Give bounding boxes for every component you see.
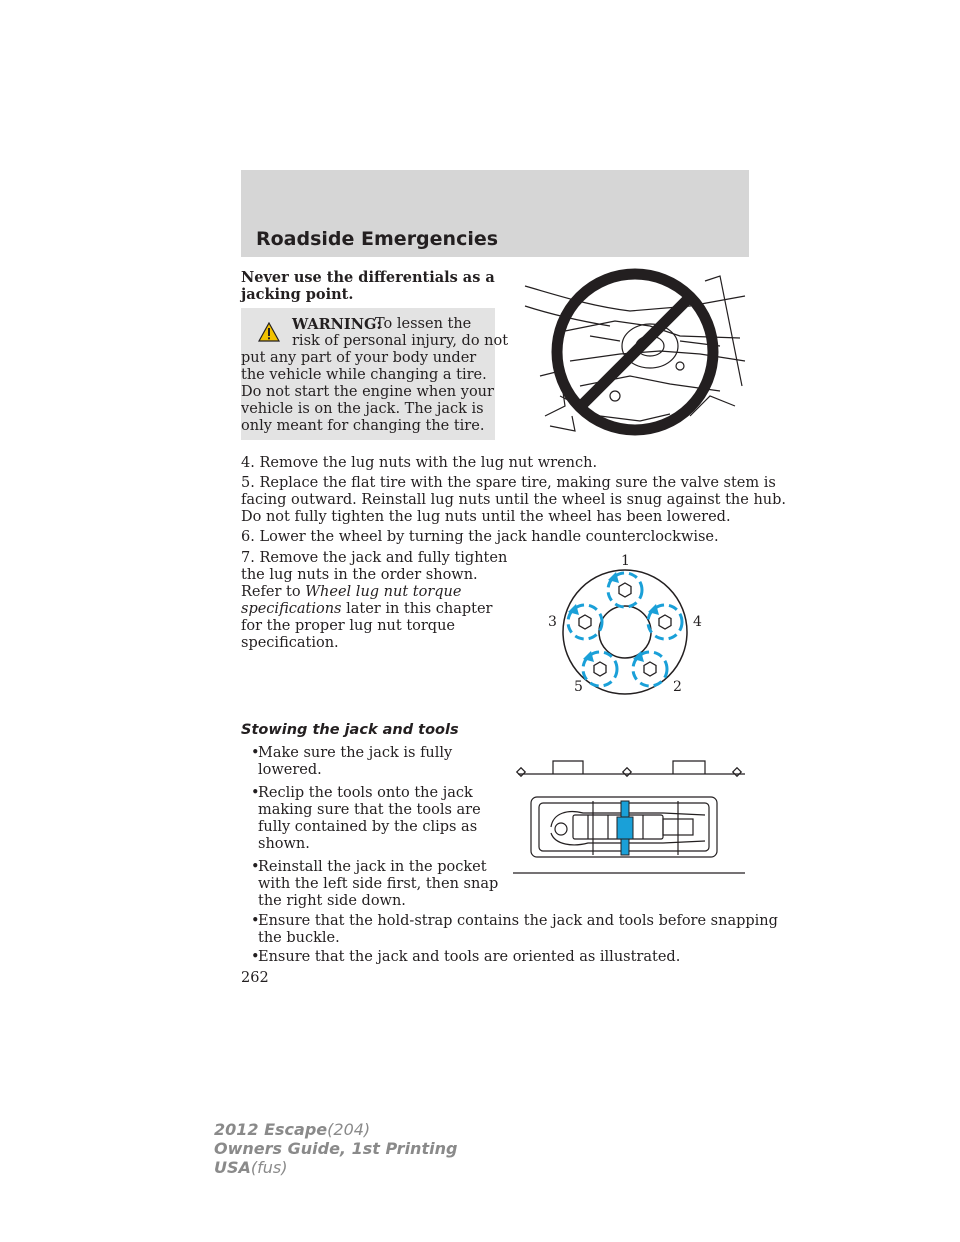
lug-label-1: 1 xyxy=(621,553,630,569)
no-differential-jacking-illustration xyxy=(520,266,750,438)
warning-line: risk of personal injury, do not xyxy=(292,333,509,349)
section-heading: Stowing the jack and tools xyxy=(241,722,459,738)
bullet-line: lowered. xyxy=(258,762,322,778)
step-6: 6. Lower the wheel by turning the jack handle counterclockwise. xyxy=(241,529,719,545)
footer-line-2: Owners Guide, 1st Printing xyxy=(214,1139,458,1158)
bullet-line: Reinstall the jack in the pocket xyxy=(258,859,487,875)
step-5-line: 5. Replace the flat tire with the spare tire, making sure the valve stem is xyxy=(241,475,776,491)
warning-line: vehicle is on the jack. The jack is xyxy=(241,401,484,417)
bullet-line: making sure that the tools are xyxy=(258,802,481,818)
lug-label-4: 4 xyxy=(693,614,702,630)
warning-line: the vehicle while changing a tire. xyxy=(241,367,487,383)
warning-line: put any part of your body under xyxy=(241,350,477,366)
bullet-symbol: • xyxy=(251,859,260,875)
reference-link-text: Wheel lug nut torque xyxy=(305,584,462,600)
bullet-symbol: • xyxy=(251,785,260,801)
step-7-line: the lug nuts in the order shown. xyxy=(241,567,478,583)
bullet-line: Reclip the tools onto the jack xyxy=(258,785,473,801)
warning-line: Do not start the engine when your xyxy=(241,384,494,400)
page-number: 262 xyxy=(241,970,269,986)
refer-suffix: later in this chapter xyxy=(346,601,493,617)
bullet-symbol: • xyxy=(251,913,260,929)
page-title: Roadside Emergencies xyxy=(256,228,499,250)
intro-line-2: jacking point. xyxy=(241,286,354,303)
reference-link-text: specifications xyxy=(241,601,342,617)
step-7-line xyxy=(241,601,493,618)
warning-label: WARNING: xyxy=(292,316,382,333)
footer-model: 2012 Escape xyxy=(214,1120,328,1139)
bullet-line: fully contained by the clips as xyxy=(258,819,478,835)
bullet-line: the buckle. xyxy=(258,930,340,946)
footer-market-code: (fus) xyxy=(250,1158,288,1177)
warning-line: To lessen the xyxy=(375,316,472,332)
warning-box xyxy=(241,308,509,440)
footer-code: (204) xyxy=(327,1120,371,1139)
step-4: 4. Remove the lug nuts with the lug nut wrench. xyxy=(241,455,598,471)
bullet-line: Ensure that the hold-strap contains the jack and tools before snapping xyxy=(258,913,778,929)
step-5-line: Do not fully tighten the lug nuts until the wheel has been lowered. xyxy=(241,509,731,525)
bullet-line: shown. xyxy=(258,836,310,852)
bullet-line: Make sure the jack is fully xyxy=(258,745,453,761)
step-7-line: specification. xyxy=(241,635,339,651)
footer-line-1 xyxy=(214,1120,370,1139)
footer-line-3 xyxy=(214,1158,288,1177)
jack-stowage-illustration xyxy=(513,757,749,877)
lug-label-3: 3 xyxy=(548,614,557,630)
lug-label-2: 2 xyxy=(673,679,682,695)
step-7-line xyxy=(241,584,461,601)
intro-line-1: Never use the differentials as a xyxy=(241,269,495,286)
lug-label-5: 5 xyxy=(574,679,583,695)
bullet-symbol: • xyxy=(251,745,260,761)
step-7-line: 7. Remove the jack and fully tighten xyxy=(241,550,508,566)
bullet-line: the right side down. xyxy=(258,893,406,909)
warning-triangle-icon xyxy=(258,322,280,342)
step-7-line: for the proper lug nut torque xyxy=(241,618,456,634)
warning-line: only meant for changing the tire. xyxy=(241,418,485,434)
footer-market: USA xyxy=(214,1158,251,1177)
bullet-line: Ensure that the jack and tools are oriented as illustrated. xyxy=(258,949,681,965)
bullet-line: with the left side first, then snap xyxy=(258,876,499,892)
refer-prefix: Refer to xyxy=(241,584,301,600)
step-5-line: facing outward. Reinstall lug nuts until the wheel is snug against the hub. xyxy=(241,492,787,508)
bullet-symbol: • xyxy=(251,949,260,965)
lug-nut-order-diagram xyxy=(540,552,710,702)
